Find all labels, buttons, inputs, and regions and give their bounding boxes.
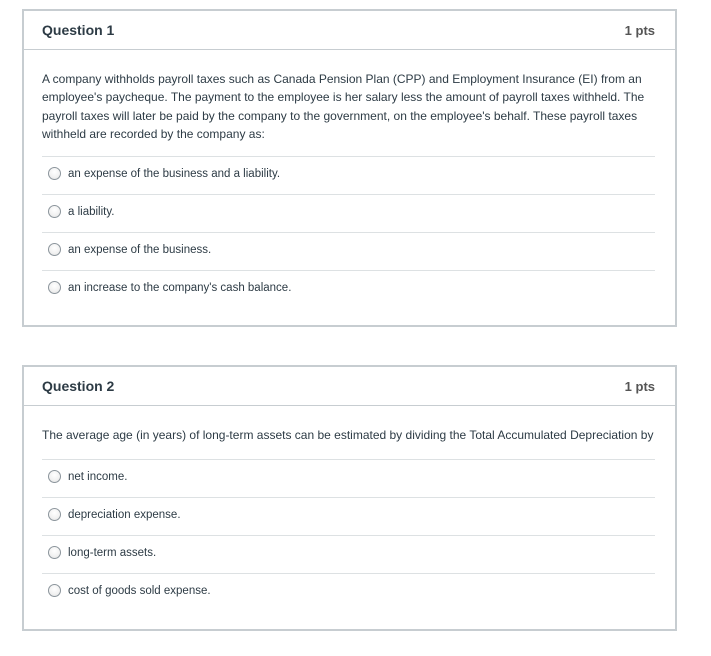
- radio-button[interactable]: [48, 205, 61, 218]
- question-1-title: Question 1: [42, 22, 115, 38]
- answer-label[interactable]: an increase to the company's cash balance.: [68, 282, 292, 294]
- question-1-header: [24, 11, 675, 50]
- radio-button[interactable]: [48, 584, 61, 597]
- answer-label[interactable]: cost of goods sold expense.: [68, 585, 211, 597]
- radio-button[interactable]: [48, 167, 61, 180]
- question-2-answer-3[interactable]: [42, 535, 655, 572]
- question-2-title: Question 2: [42, 378, 115, 394]
- answer-label[interactable]: net income.: [68, 471, 128, 483]
- question-2-card: [22, 365, 677, 631]
- question-1-answer-4[interactable]: [42, 270, 655, 307]
- radio-button[interactable]: [48, 546, 61, 559]
- question-1-answer-2[interactable]: [42, 194, 655, 231]
- answer-label[interactable]: depreciation expense.: [68, 509, 181, 521]
- question-2-text: The average age (in years) of long-term assets can be estimated by dividing the Total Accumulated Depreciation by: [42, 428, 654, 442]
- radio-button[interactable]: [48, 508, 61, 521]
- answer-label[interactable]: an expense of the business.: [68, 244, 212, 256]
- question-1-card: [22, 9, 677, 327]
- radio-button[interactable]: [48, 243, 61, 256]
- question-2-answer-4[interactable]: [42, 573, 655, 610]
- question-2-answers: [42, 459, 655, 610]
- radio-button[interactable]: [48, 281, 61, 294]
- question-1-points: 1 pts: [624, 23, 655, 38]
- answer-label[interactable]: an expense of the business and a liability.: [68, 168, 281, 180]
- question-1-answers: [42, 156, 655, 307]
- question-2-answer-1[interactable]: [42, 459, 655, 496]
- question-2-answer-2[interactable]: [42, 497, 655, 534]
- question-1-answer-3[interactable]: [42, 232, 655, 269]
- radio-button[interactable]: [48, 470, 61, 483]
- answer-label[interactable]: long-term assets.: [68, 547, 157, 559]
- question-1-answer-1[interactable]: [42, 156, 655, 193]
- question-2-points: 1 pts: [624, 379, 655, 394]
- question-1-text: A company withholds payroll taxes such as Canada Pension Plan (CPP) and Employment Insurance (EI) from an employee's paycheque. The payment to the employee is her salary less the amount of payroll taxes withheld. The payroll taxes will later be paid by the company to the government, on the employee's behalf. These payroll taxes withheld are recorded by the company as:: [42, 72, 645, 141]
- answer-label[interactable]: a liability.: [68, 206, 115, 218]
- question-2-header: [24, 367, 675, 406]
